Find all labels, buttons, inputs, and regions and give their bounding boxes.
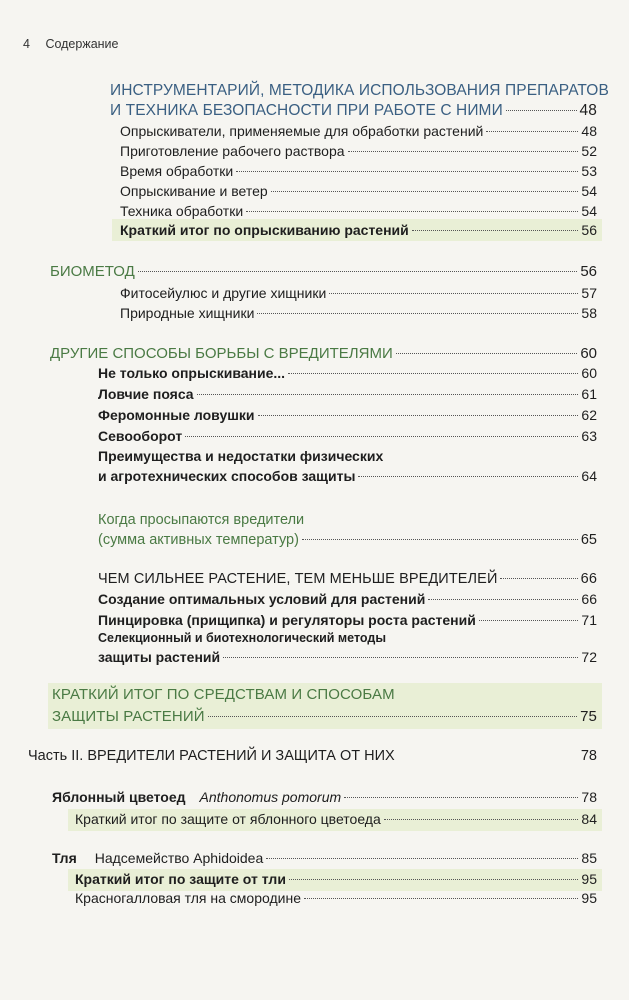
dot-leader [246,211,578,212]
toc-entry-label: Яблонный цветоед [52,789,186,805]
running-header [23,37,119,51]
dot-leader [428,599,578,600]
dot-leader [479,620,579,621]
toc-entry-trap-belts[interactable] [98,384,597,405]
toc-page-number: 78 [581,789,597,805]
dot-leader [258,415,579,416]
toc-entry-label: ДРУГИЕ СПОСОБЫ БОРЬБЫ С ВРЕДИТЕЛЯМИ [50,345,393,362]
toc-entry-biomethod[interactable] [50,261,597,282]
dot-leader [344,797,578,798]
toc-entry-label: защиты растений [98,649,221,665]
dot-leader [412,230,579,231]
toc-entry-breeding-line1: Селекционный и биотехнологический методы [98,631,386,645]
toc-entry-optimal[interactable] [98,589,597,610]
toc-entry-label: Создание оптимальных условий для растений [98,591,426,607]
toc-page-number: 85 [581,850,597,866]
toc-entry-label: Техника обработки [120,203,244,219]
toc-entry-aphid[interactable] [52,848,597,869]
toc-entry-pros-cons-line1: Преимущества и недостатки физических [98,448,384,464]
section-title-instruments-line1: ИНСТРУМЕНТАРИЙ, МЕТОДИКА ИСПОЛЬЗОВАНИЯ ПРЕПАРАТОВ [110,82,609,99]
toc-page-number: 56 [580,263,597,280]
toc-page-number: 63 [581,428,597,444]
toc-entry-solution[interactable] [120,141,597,162]
toc-entry-sprayers[interactable] [120,121,597,142]
toc-page-number: 95 [581,871,597,887]
toc-page-number: 54 [581,203,597,219]
header-title: Содержание [45,37,119,51]
toc-entry-breeding[interactable] [98,647,597,668]
toc-entry-label: Опрыскиватели, применяемые для обработки растений [120,123,484,139]
toc-page-number: 66 [580,571,597,587]
toc-entry-pros-cons[interactable] [98,466,597,487]
toc-page-number: 84 [581,811,597,827]
toc-entry-label: Природные хищники [120,305,255,321]
dot-leader [257,313,578,314]
toc-page-number: 52 [581,143,597,159]
toc-entry-not-only-spray[interactable] [98,363,597,384]
toc-entry-aphid-summary[interactable] [75,869,597,890]
toc-entry-part2[interactable] [28,746,597,767]
toc-page-number: 56 [581,222,597,238]
toc-entry-label: Фитосейулюс и другие хищники [120,285,327,301]
toc-entry-label: Опрыскивание и ветер [120,183,268,199]
toc-entry-label: (сумма активных температур) [98,532,299,548]
toc-entry-natural-predators[interactable] [120,303,597,324]
toc-page-number: 66 [581,591,597,607]
dot-leader [486,131,578,132]
toc-entry-label: Краткий итог по защите от яблонного цветоеда [75,811,381,827]
toc-entry-time[interactable] [120,161,597,182]
toc-page-number: 71 [581,612,597,628]
toc-entry-label: Часть II. ВРЕДИТЕЛИ РАСТЕНИЙ И ЗАЩИТА ОТ НИХ [28,748,395,764]
dot-leader [223,657,578,658]
toc-entry-currant-aphid[interactable] [75,888,597,909]
toc-entry-label: Не только опрыскивание... [98,365,286,381]
toc-entry-instruments[interactable] [110,100,597,121]
toc-page-number: 54 [581,183,597,199]
toc-entry-stronger[interactable] [98,569,597,590]
toc-entry-technique[interactable] [120,201,597,222]
dot-leader [506,110,577,111]
toc-entry-label: Пинцировка (прищипка) и регуляторы роста растений [98,612,476,628]
dot-leader [500,578,577,579]
toc-entry-label: ЧЕМ СИЛЬНЕЕ РАСТЕНИЕ, ТЕМ МЕНЬШЕ ВРЕДИТЕЛЕЙ [98,571,498,587]
toc-entry-rotation[interactable] [98,426,597,447]
dot-leader [304,898,578,899]
dot-leader [396,353,578,354]
toc-entry-wind[interactable] [120,181,597,202]
toc-entry-label: и агротехнических способов защиты [98,468,356,484]
toc-entry-label: Время обработки [120,163,234,179]
toc-page-number: 60 [581,365,597,381]
dot-leader [236,171,578,172]
toc-entry-other-methods[interactable] [50,343,597,364]
dot-leader [266,858,578,859]
toc-entry-wake[interactable] [98,530,597,551]
toc-entry-label: Ловчие пояса [98,386,194,402]
toc-page-number: 53 [581,163,597,179]
toc-page-number: 78 [580,748,597,764]
toc-entry-label: И ТЕХНИКА БЕЗОПАСНОСТИ ПРИ РАБОТЕ С НИМИ [110,102,503,119]
toc-page-number: 64 [581,468,597,484]
dot-leader [208,716,578,717]
dot-leader [185,436,578,437]
toc-entry-wake-line1: Когда просыпаются вредители [98,512,305,528]
toc-entry-summary-spray[interactable] [120,220,597,241]
toc-page-number: 57 [581,285,597,301]
toc-entry-latin-name: Anthonomus pomorum [199,789,342,805]
toc-entry-family: Надсемейство Aphidoidea [94,850,264,866]
toc-page-number: 58 [581,305,597,321]
toc-entry-phytoseiulus[interactable] [120,283,597,304]
toc-entry-label: ЗАЩИТЫ РАСТЕНИЙ [52,708,205,725]
dot-leader [271,191,579,192]
toc-page-number: 60 [580,345,597,362]
dot-leader [384,819,579,820]
toc-entry-label: Феромонные ловушки [98,407,255,423]
toc-entry-label: БИОМЕТОД [50,263,135,280]
toc-page-number: 62 [581,407,597,423]
page-number: 4 [23,37,30,51]
dot-leader [302,539,578,540]
toc-page-number: 75 [580,708,597,725]
toc-entry-summary-means-line1: КРАТКИЙ ИТОГ ПО СРЕДСТВАМ И СПОСОБАМ [52,686,395,703]
toc-page-number: 48 [579,102,597,119]
toc-entry-pheromone[interactable] [98,405,597,426]
toc-page-number: 65 [580,532,597,548]
toc-entry-label: Севооборот [98,428,183,444]
toc-page-number: 95 [581,890,597,906]
toc-entry-summary-means[interactable] [52,706,597,727]
dot-leader [348,151,579,152]
dot-leader [329,293,578,294]
toc-entry-label: Краткий итог по защите от тли [75,871,286,887]
toc-entry-apple-summary[interactable] [75,809,597,830]
dot-leader [358,476,578,477]
dot-leader [138,271,578,272]
toc-entry-label: Тля [52,850,77,866]
toc-entry-label: Красногалловая тля на смородине [75,890,301,906]
toc-entry-label: Приготовление рабочего раствора [120,143,345,159]
dot-leader [197,394,579,395]
dot-leader [289,879,578,880]
toc-entry-apple-weevil[interactable] [52,787,597,808]
dot-leader [288,373,578,374]
toc-page-number: 48 [581,123,597,139]
toc-page-number: 61 [581,386,597,402]
toc-entry-label: Краткий итог по опрыскиванию растений [120,222,409,238]
toc-page-number: 72 [581,649,597,665]
